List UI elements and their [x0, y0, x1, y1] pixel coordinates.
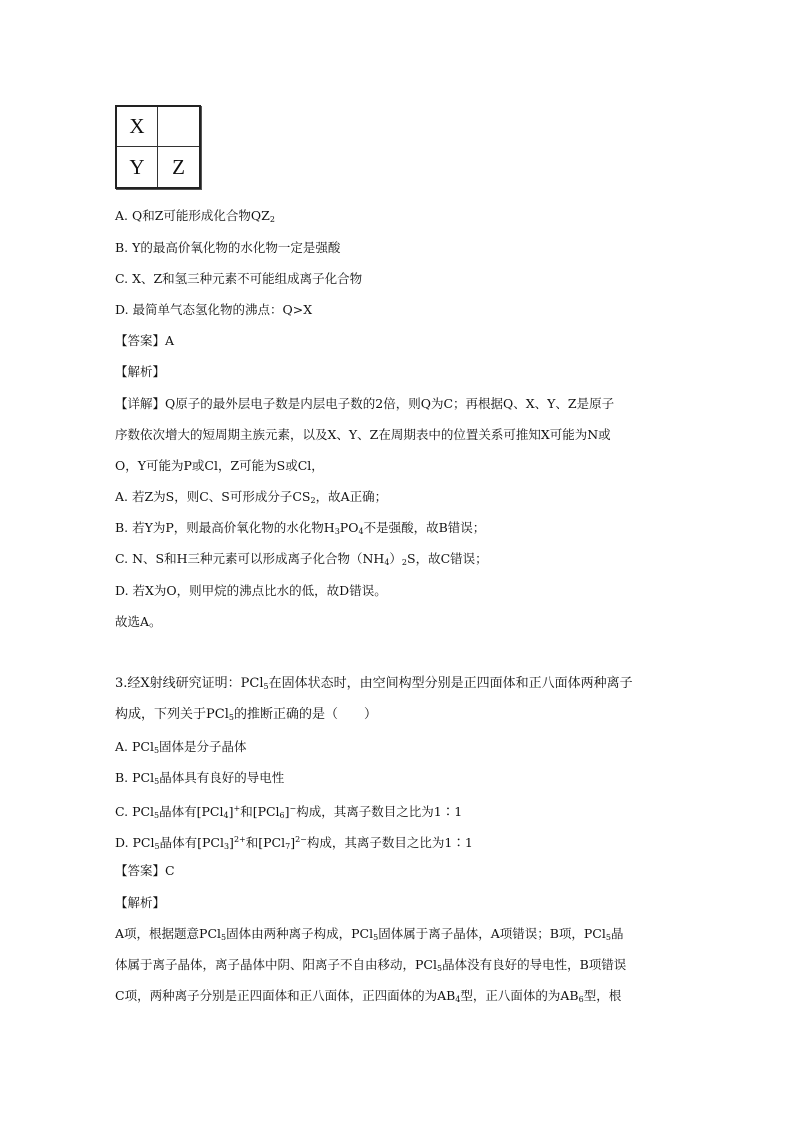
- grid-cell-z: Z: [172, 154, 185, 179]
- q2-detail-line-2: 序数依次增大的短周期主族元素，以及X、Y、Z在周期表中的位置关系可推知X可能为N或: [115, 427, 611, 442]
- q2-detail-line-3: O，Y可能为P或Cl，Z可能为S或Cl，: [115, 458, 324, 473]
- q3-stem-line-2: 构成，下列关于PCl$_5$的推断正确的是（ ）: [115, 707, 377, 722]
- q3-analysis-line-2: 体属于离子晶体，离子晶体中阴、阳离子不自由移动，PCl$_5$晶体没有良好的导电性，B项错误: [115, 957, 627, 973]
- periodic-position-grid: [115, 105, 201, 189]
- q3-option-d: D. PCl$_5$晶体有$[PCl_3]^{2+}$和$[PCl_7]^{2-}$构成，其离子数目之比为1∶1: [115, 835, 473, 851]
- q3-answer: 【答案】C: [115, 863, 175, 878]
- q2-explain-c: C. N、S和H三种元素可以形成离子化合物$(NH_4)_2S$，故C错误；: [115, 551, 488, 567]
- q3-analysis-heading: 【解析】: [115, 895, 166, 910]
- q2-answer: 【答案】A: [115, 333, 175, 348]
- q3-stem-line-1: 3.经X射线研究证明：PCl$_5$在固体状态时，由空间构型分别是正四面体和正八面体两种离子: [115, 676, 633, 691]
- q2-explain-d: D. 若X为O，则甲烷的沸点比水的低，故D错误。: [115, 583, 387, 598]
- q3-option-b: B. PCl$_5$晶体具有良好的导电性: [115, 770, 285, 786]
- q2-conclusion: 故选A。: [115, 614, 162, 629]
- q3-analysis-line-1: A项，根据题意PCl$_5$固体由两种离子构成，PCl$_5$固体属于离子晶体，A项错误；B项，PCl$_5$晶: [115, 926, 624, 942]
- q2-analysis-heading: 【解析】: [115, 364, 166, 379]
- grid-cell-empty: [158, 107, 199, 147]
- q2-explain-b: B. 若Y为P，则最高价氧化物的水化物$H_3PO_4$不是强酸，故B错误；: [115, 520, 486, 536]
- grid-cell-x: X: [117, 107, 158, 147]
- q2-detail-line-1: 【详解】Q原子的最外层电子数是内层电子数的2倍，则Q为C；再根据Q、X、Y、Z是原子: [115, 396, 615, 411]
- grid-cell-y: Y: [117, 147, 158, 187]
- q2-option-a: A. Q和Z可能形成化合物$QZ_2$: [115, 208, 275, 224]
- q2-option-b: B. Y的最高价氧化物的水化物一定是强酸: [115, 240, 341, 255]
- q2-option-d: D. 最简单气态氢化物的沸点：Q>X: [115, 302, 313, 317]
- q3-analysis-line-3: C项，两种离子分别是正四面体和正八面体，正四面体的为$AB_4$型，正八面体的为$AB_6$型，根: [115, 988, 622, 1004]
- q3-option-c: C. PCl$_5$晶体有[PCl$_4$]+和[PCl$_6$]−构成，其离子数目之比为1∶1: [115, 804, 463, 820]
- q2-explain-a: A. 若Z为S，则C、S可形成分子$CS_2$，故A正确；: [115, 489, 388, 505]
- q2-option-c: C. X、Z和氢三种元素不可能组成离子化合物: [115, 271, 363, 286]
- q3-option-a: A. PCl$_5$固体是分子晶体: [115, 739, 247, 755]
